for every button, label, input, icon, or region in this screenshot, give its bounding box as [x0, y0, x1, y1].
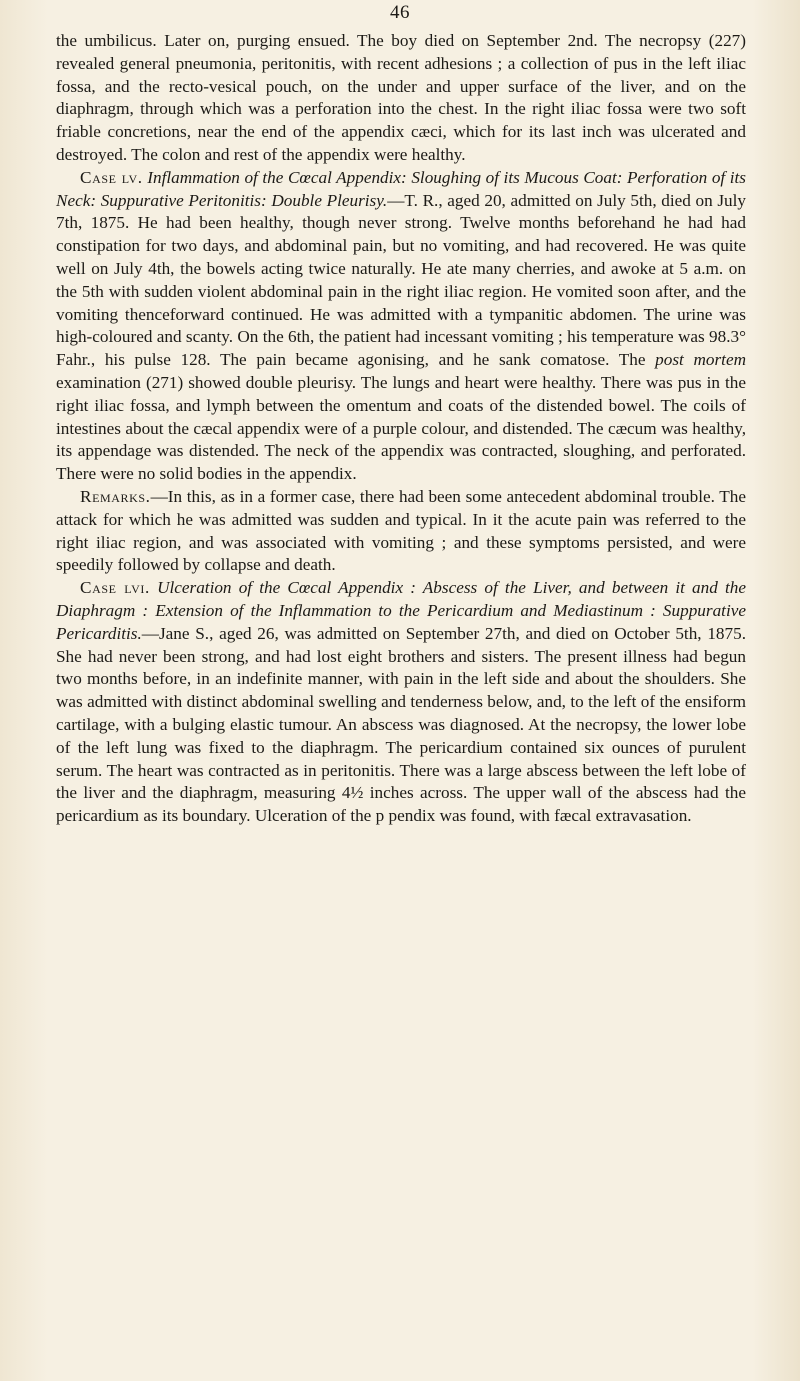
case-55-text-continued: examination (271) showed double pleurisy. The lungs and heart were healthy. There was pus in the right iliac fossa, and lymph between the omentum and coats of the distended bowel. The coils of intestines about the cæcal appendix were of a purple colour, and distended. The cæcum was healthy, its appendage was distended. The neck of the appendix was contracted, sloughing, and perforated. There were no solid bodies in the appendix.: [56, 372, 746, 484]
case-55-label: Case lv.: [80, 167, 143, 187]
case-56-paragraph: [56, 577, 746, 828]
case-55-title: Inflammation of the Cœcal Appendix: Sloughing of its Mucous Coat: Perforation of its Neck: Suppurative Peritonitis: Double Pleurisy.: [56, 167, 746, 210]
page-body: [56, 30, 746, 828]
case-56-text: —Jane S., aged 26, was admitted on September 27th, and died on October 5th, 1875. She had never been strong, and had lost eight brothers and sisters. The present illness had begun two months before, in an indefinite manner, with pain in the left side and about the shoulders. She was admitted with distinct abdominal swelling and tenderness below, and, to the left of the ensiform cartilage, with a bulging elastic tumour. An abscess was diagnosed. At the necropsy, the lower lobe of the left lung was fixed to the diaphragm. The pericardium contained six ounces of purulent serum. The heart was contracted as in peritonitis. There was a large abscess between the left lobe of the liver and the diaphragm, measuring 4½ inches across. The upper wall of the abscess had the pericardium as its boundary. Ulceration of the p pendix was found, with fæcal extravasation.: [56, 623, 746, 826]
case-55-paragraph: [56, 167, 746, 486]
paragraph-continuation: the umbilicus. Later on, purging ensued. The boy died on September 2nd. The necropsy (227) revealed general pneumonia, peritonitis, with recent adhesions ; a collection of pus in the left iliac fossa, and the recto-vesical pouch, on the under and upper surface of the liver, and on the diaphragm, through which was a perforation into the chest. In the right iliac fossa were two soft friable concretions, near the end of the appendix cæci, which for its last inch was ulcerated and destroyed. The colon and rest of the appendix were healthy.: [56, 31, 746, 164]
remarks-label: Remarks.: [80, 486, 151, 506]
post-mortem-italic: post mortem: [655, 350, 746, 370]
remarks-text: —In this, as in a former case, there had been some antecedent abdominal trouble. The attack for which he was admitted was sudden and typical. In it the acute pain was referred to the right iliac region, and was associated with vomiting ; and these symptoms persisted, and were speedily followed by collapse and death.: [56, 486, 746, 575]
remarks-paragraph: [56, 486, 746, 577]
case-55-text: —T. R., aged 20, admitted on July 5th, died on July 7th, 1875. He had been healthy, though never strong. Twelve months beforehand he had had constipation for two days, and abdominal pain, but no vomiting, and had recovered. He was quite well on July 4th, the bowels acting twice naturally. He ate many cherries, and awoke at 5 a.m. on the 5th with sudden violent abdominal pain in the right iliac region. He vomited soon after, and the vomiting thenceforward continued. He was admitted with a tympanitic abdomen. The urine was high-coloured and scanty. On the 6th, the patient had incessant vomiting ; his temperature was 98.3° Fahr., his pulse 128. The pain became agonising, and he sank comatose. The: [56, 190, 746, 370]
case-56-label: Case lvi.: [80, 578, 150, 598]
case-56-title: Ulceration of the Cœcal Appendix : Abscess of the Liver, and between it and the Diaphragm : Extension of the Inflammation to the Pericardium and Mediastinum : Suppurative Pericarditis.: [56, 578, 746, 643]
page-number: 46: [390, 2, 410, 23]
